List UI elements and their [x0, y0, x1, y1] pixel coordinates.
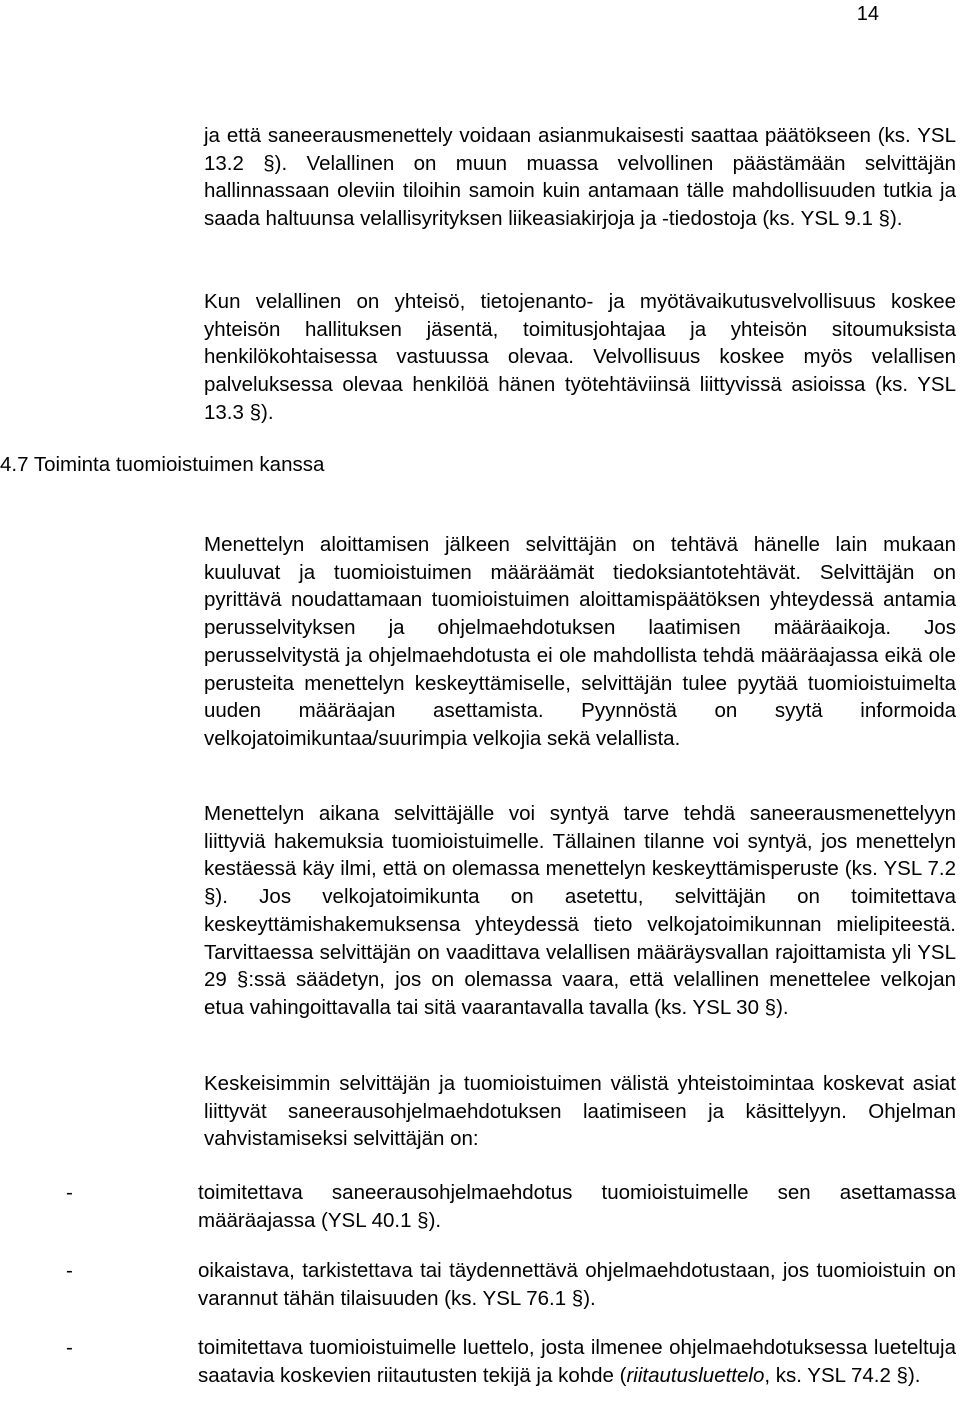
page-number: 14: [856, 3, 879, 25]
paragraph-cooperation: Keskeisimmin selvittäjän ja tuomioistuimen välistä yhteistoimintaa koskevat asiat liittyvät saneerausohjelmaehdotuksen laatimiseen ja käsittelyyn. Ohjelman vahvistamiseksi selvittäjän on:: [204, 1072, 956, 1151]
list-dash: -: [66, 1259, 73, 1282]
list-item-italic-term: riitautusluettelo: [626, 1363, 765, 1387]
list-dash: -: [66, 1181, 73, 1204]
paragraph-court-duties: Menettelyn aloittamisen jälkeen selvittäjän on tehtävä hänelle lain mukaan kuuluvat ja tuomioistuimen määräämät tiedoksiantotehtävät. Selvittäjän on pyrittävä noudattamaan tuomioistuimen aloittamispäätöksen yhteydessä antamia perusselvityksen ja ohjelmaehdotuksen laatimisen määräaikoja. Jos perusselvitystä ja ohjelmaehdotusta ei ole mahdollista tehdä määräajassa eikä ole perusteita menettelyn keskeyttämiselle, selvittäjän tulee pyytää tuomioistuimelta uuden määräajan asettamista. Pyynnöstä on syytä informoida velkojatoimikuntaa/suurimpia velkojia sekä velallista.: [204, 533, 956, 750]
list-dash: -: [66, 1336, 73, 1359]
section-heading: 4.7 Toiminta tuomioistuimen kanssa: [0, 453, 325, 476]
list-item-text: [198, 1334, 956, 1389]
list-item-text: toimitettava saneerausohjelmaehdotus tuomioistuimelle sen asettamassa määräajassa (YSL 40.1 §).: [198, 1181, 956, 1232]
list-item-text-end: , ks. YSL 74.2 §).: [764, 1363, 921, 1387]
list-item-text-start: toimitettava tuomioistuimelle luettelo, josta ilmenee ohjelmaehdotuksessa lueteltuja saatavia koskevien riitautusten tekijä ja kohde (: [198, 1336, 956, 1387]
paragraph-debtor-obligations: ja että saneerausmenettely voidaan asianmukaisesti saattaa päätökseen (ks. YSL 13.2 §). Velallinen on muun muassa velvollinen päästämään selvittäjän hallinnassaan oleviin tiloihin samoin kuin antamaan tälle mahdollisuuden tutkia ja saada haltuunsa velallisyrityksen liikeasiakirjoja ja -tiedostoja (ks. YSL 9.1 §).: [204, 124, 956, 231]
paragraph-entity-obligations: Kun velallinen on yhteisö, tietojenanto- ja myötävaikutusvelvollisuus koskee yhteisön hallituksen jäsentä, toimitusjohtajaa ja yhteisön sitoumuksista henkilökohtaisessa vastuussa olevaa. Velvollisuus koskee myös velallisen palveluksessa olevaa henkilöä hänen työtehtäviinsä liittyvissä asioissa (ks. YSL 13.3 §).: [204, 290, 956, 424]
paragraph-applications: Menettelyn aikana selvittäjälle voi syntyä tarve tehdä saneerausmenettelyyn liittyviä hakemuksia tuomioistuimelle. Tällainen tilanne voi syntyä, jos menettelyn kestäessä käy ilmi, että on olemassa menettelyn keskeyttämisperuste (ks. YSL 7.2 §). Jos velkojatoimikunta on asetettu, selvittäjän on toimitettava keskeyttämishakemuksensa yhteydessä tieto velkojatoimikunnan mielipiteestä. Tarvittaessa selvittäjän on vaadittava velallisen määräysvallan rajoittamista yli YSL 29 §:ssä säädetyn, jos on olemassa vaara, että velallinen menettelee velkojan etua vahingoittavalla tai sitä vaarantavalla tavalla (ks. YSL 30 §).: [204, 802, 956, 1019]
list-item-text: oikaistava, tarkistettava tai täydennettävä ohjelmaehdotustaan, jos tuomioistuin on varannut tähän tilaisuuden (ks. YSL 76.1 §).: [198, 1259, 956, 1310]
